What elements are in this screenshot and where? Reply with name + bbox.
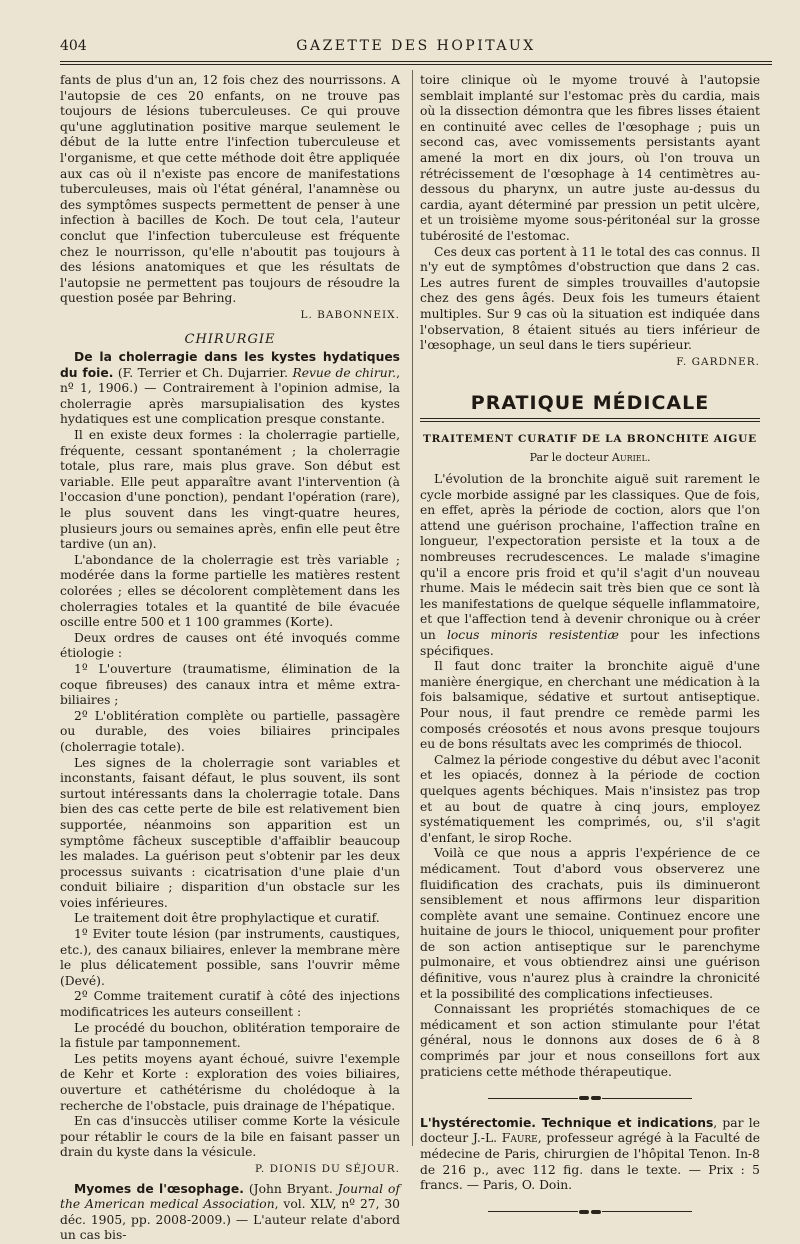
article1-paragraph: Il en existe deux formes : la cholerragie partielle, fréquente, cessant spontanément ; la cholerragie totale, plus rare, mais plus grave. Son début est variable. Elle peut apparaître avant l'intervention (à l'occasion d'une ponction), pendant l'opération (rare), le plus souvent dans les vingt-quatre heures, plusieurs jours ou semaines après, enfin elle peut être tardive (un an). <box>60 428 400 552</box>
bronchitis-italic: locus minoris resistentiæ <box>446 628 619 642</box>
bronchitis-paragraph <box>420 472 760 659</box>
article2-journal: Journal of the American medical Association <box>60 1181 400 1212</box>
article-subheading: TRAITEMENT CURATIF DE LA BRONCHITE AIGUE <box>423 432 757 445</box>
article1-paragraph: Les signes de la cholerragie sont variables et inconstants, faisant défaut, le plus souvent, ils sont surtout intéressants dans la cholerragie totale. Dans bien des cas cette perte de bile est relativement bien supportée, néanmoins son apparition est un symptôme fâcheux susceptible d'affaiblir beaucoup les malades. La guérison peut s'obtenir par les deux processus suivants : cicatrisation d'une plaie d'un conduit biliaire ; disparition d'un obstacle sur les voies inférieures. <box>60 755 400 910</box>
right-column <box>420 73 761 1193</box>
column-divider <box>412 70 413 1146</box>
intro-paragraph: fants de plus d'un an, 12 fois chez des nourrissons. A l'autopsie de ces 20 enfants, on ne trouve pas toujours de lésions tuberculeuses. Ce qui prouve qu'une agglutination positive marque seulement le début de la lutte entre l'infection tuberculeuse et l'organisme, et que cette méthode doit être appliquée aux cas où il n'existe pas encore de manifestations tuberculeuses, mais où l'état général, l'anamnèse ou des symptômes suspects permettent de penser à une infection à bacilles de Koch. De tout cela, l'auteur conclut que l'infection tuberculeuse est fréquente chez le nourrisson, qu'elle n'aboutit pas toujours à des lésions anatomiques et que les résultats de l'autopsie ne permettent pas toujours de résoudre la question posée par Behring. <box>60 73 400 306</box>
article1-title: De la cholerragie dans les kystes hydatiques du foie. <box>60 350 400 380</box>
ornament-divider <box>420 1090 760 1106</box>
continuation-signature: F. GARDNER. <box>676 355 760 368</box>
article-byline <box>420 450 760 466</box>
article1-journal: Revue de chirur. <box>292 365 397 380</box>
article1-paragraph: Deux ordres de causes ont été invoqués comme étiologie : <box>60 630 400 661</box>
byline-author: Auriel <box>611 451 647 465</box>
article1-paragraph: 1º Eviter toute lésion (par instruments, caustiques, etc.), des canaux biliaires, enlever la membrane mère le plus délicatement possible, sans l'ouvrir même (Devé). <box>60 927 400 988</box>
article1-paragraph: Le traitement doit être prophylactique et curatif. <box>74 911 380 926</box>
heading-rule <box>420 418 760 422</box>
article2-title: Myomes de l'œsophage. <box>74 1181 244 1196</box>
book-reference-end: , professeur agrégé à la Faculté de médecine de Paris, chirurgien de l'hôpital Tenon. In-8 de 216 p., avec 112 fig. dans le texte. — Prix : 5 francs. — Paris, O. Doin. <box>420 1131 760 1193</box>
bronchitis-text-end: pour les infections spécifiques. <box>420 628 761 658</box>
book-review <box>420 1116 760 1194</box>
journal-title: GAZETTE DES HOPITAUX <box>296 38 536 54</box>
bronchitis-paragraph: Calmez la période congestive du début avec l'aconit et les opiacés, donnez à la période de coction quelques agents béchiques. Mais n'insistez pas trop et au bout de quatre à cinq jours, employez systématiquement les comprimés, ou, s'il s'agit d'enfant, le sirop Roche. <box>420 752 760 845</box>
bronchitis-paragraph: Voilà ce que nous a appris l'expérience de ce médicament. Tout d'abord vous observerez une fluidification des crachats, puis ils diminueront sensiblement et nous affirmons leur disparition complète avant une semaine. Continuez encore une huitaine de jours le thiocol, uniquement pour profiter de son action antiseptique sur le parenchyme pulmonaire, et vous obtiendrez ainsi une guérison définitive, vous n'aurez plus à craindre la chronicité et la possibilité des complications infectieuses. <box>420 846 760 1001</box>
bronchitis-text: L'évolution de la bronchite aiguë suit rarement le cycle morbide assigné par les classiques. Que de fois, en effet, après la période de coction, alors que l'on attend une guérison prochaine, l'affection traîne en longueur, l'expectoration persiste et la toux a de nombreuses recrudescences. Le malade s'imagine qu'il a encore pris froid et qu'il s'agit d'un nouveau rhume. Mais le médecin sait très bien que ce sont là les manifestations de quelque séquelle inflammatoire, et que l'affection tend à devenir chronique ou à créer un <box>420 472 760 642</box>
article1-paragraph: 2º Comme traitement curatif à côté des injections modificatrices les auteurs conseillent : <box>60 989 400 1020</box>
book-reference: , par le docteur J.-L. <box>420 1115 760 1146</box>
byline-suffix: . <box>646 451 651 465</box>
left-column <box>60 73 401 1243</box>
article1-reference: , nº 1, 1906.) — Contrairement à l'opinion admise, la cholerragie après marsupialisation des kystes hydatiques est une complication presque constante. <box>60 365 401 427</box>
article1-paragraph: Les petits moyens ayant échoué, suivre l'exemple de Kehr et Korte : exploration des voies biliaires, ouverture et cathétérisme du cholédoque à la recherche de l'obstacle, puis drainage de l'hépatique. <box>60 1051 400 1113</box>
header-rule-top <box>60 61 772 62</box>
article2-authors: (John Bryant. <box>248 1181 333 1196</box>
continuation-paragraph: Ces deux cas portent à 11 le total des cas connus. Il n'y eut de symptômes d'obstruction que dans 2 cas. Les autres furent de simples trouvailles d'autopsie chez des gens âgés. Deux fois les tumeurs étaient multiples. Sur 9 cas où la situation est indiquée dans l'observation, 8 étaient situés au tiers inférieur de l'œsophage, un seul dans le tiers supérieur. <box>420 244 760 353</box>
article1-signature: P. DIONIS DU SÉJOUR. <box>254 1162 400 1175</box>
article2-lead <box>60 1182 400 1244</box>
article1-paragraph: Le procédé du bouchon, oblitération temporaire de la fistule par tamponnement. <box>60 1020 400 1051</box>
article1-paragraph: L'abondance de la cholerragie est très variable ; modérée dans la forme partielle les matières restent colorées ; elles se décolorent complètement dans les cholerragies totales et la quantité de bile évacuée oscille entre 500 et 1 100 grammes (Korte). <box>60 552 400 630</box>
book-author: Faure <box>501 1131 538 1146</box>
byline-prefix: Par le docteur <box>529 451 612 465</box>
ornament-divider-end <box>420 1204 760 1220</box>
article1-paragraph: En cas d'insuccès utiliser comme Korte la vésicule pour rétablir le cours de la bile en faisant passer un drain du kyste dans la vésicule. <box>60 1114 400 1160</box>
article1-lead <box>60 350 400 428</box>
article2-reference: , vol. XLV, nº 27, 30 déc. 1905, pp. 2008-2009.) — L'auteur relate d'abord un cas bis- <box>60 1197 401 1243</box>
header-rule-bottom <box>60 64 772 65</box>
section-heading: PRATIQUE MÉDICALE <box>470 392 710 415</box>
article1-paragraph: 1º L'ouverture (traumatisme, élimination de la coque fibreuses) des canaux intra et même extra-biliaires ; <box>60 661 400 708</box>
article1-authors: (F. Terrier et Ch. Dujarrier. <box>117 365 288 380</box>
article1-paragraph: 2º L'oblitération complète ou partielle, passagère ou durable, des voies biliaires principales (cholerragie totale). <box>60 708 400 754</box>
bronchitis-paragraph: Connaissant les propriétés stomachiques de ce médicament et son action stimulante pour l'état général, nous le donnons aux doses de 6 à 8 comprimés par jour et nous conseillons fort aux praticiens cette méthode thérapeutique. <box>420 1002 760 1079</box>
intro-signature: L. BABONNEIX. <box>300 308 400 321</box>
page-header <box>60 38 772 60</box>
section-title: CHIRURGIE <box>184 331 276 347</box>
bronchitis-paragraph: Il faut donc traiter la bronchite aiguë d'une manière énergique, en cherchant une médication à la fois balsamique, sédative et surtout antiseptique. Pour nous, il faut prendre ce remède parmi les composés créosotés et nous avons presque toujours eu de bons résultats avec les comprimés de thiocol. <box>420 659 760 752</box>
book-title: L'hystérectomie. Technique et indications <box>420 1115 714 1130</box>
continuation-paragraph: toire clinique où le myome trouvé à l'autopsie semblait implanté sur l'estomac près du cardia, mais où la dissection démontra que les fibres lisses étaient en continuité avec celles de l'œsophage ; puis un second cas, avec vomissements persistants ayant amené la mort en dix jours, où l'on trouva un rétrécissement de l'œsophage à 14 centimètres au-dessous du pharynx, un autre juste au-dessus du cardia, ayant déterminé par pression un petit ulcère, et un troisième myome sous-péritonéal sur la grosse tubérosité de l'estomac. <box>420 73 760 243</box>
page-number: 404 <box>60 38 87 54</box>
